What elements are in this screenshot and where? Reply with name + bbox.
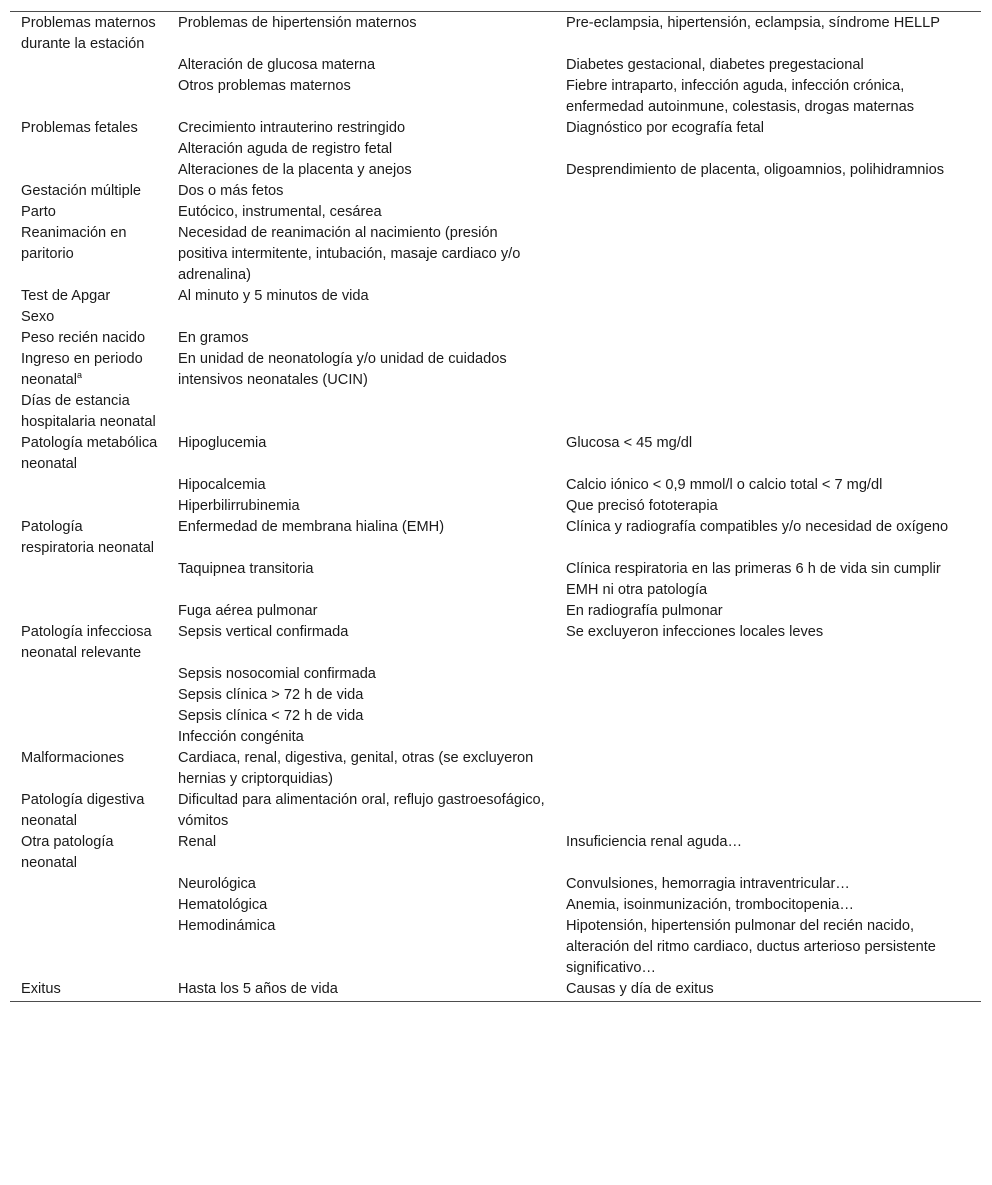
table-row — [10, 664, 981, 685]
definition-cell — [555, 118, 981, 139]
variable-cell — [167, 895, 555, 916]
category-cell — [10, 55, 167, 76]
cell-text: En unidad de neonatología y/o unidad de cuidados intensivos neonatales (UCIN) — [178, 351, 507, 388]
table-row — [10, 202, 981, 223]
cell-text: Pre-eclampsia, hipertensión, eclampsia, síndrome HELLP — [566, 15, 940, 31]
definition-cell — [555, 55, 981, 76]
variable-cell — [167, 622, 555, 664]
table-row — [10, 139, 981, 160]
table-row — [10, 601, 981, 622]
definition-cell — [555, 622, 981, 664]
variable-cell — [167, 433, 555, 475]
variable-cell — [167, 706, 555, 727]
definition-cell — [555, 706, 981, 727]
category-cell — [10, 748, 167, 790]
table-row — [10, 286, 981, 307]
table-row — [10, 223, 981, 286]
definition-cell — [555, 664, 981, 685]
cell-text: Calcio iónico < 0,9 mmol/l o calcio total < 7 mg/dl — [566, 477, 883, 493]
cell-text: Enfermedad de membrana hialina (EMH) — [178, 519, 445, 535]
definition-cell — [555, 76, 981, 118]
category-cell — [10, 517, 167, 559]
category-cell — [10, 118, 167, 139]
table-row — [10, 517, 981, 559]
variable-cell — [167, 202, 555, 223]
category-cell — [10, 727, 167, 748]
cell-text: Otros problemas maternos — [178, 78, 351, 94]
definition-cell — [555, 727, 981, 748]
definition-cell — [555, 559, 981, 601]
definition-cell — [555, 790, 981, 832]
cell-text: En gramos — [178, 330, 249, 346]
definition-cell — [555, 286, 981, 307]
table-row — [10, 160, 981, 181]
cell-text: Test de Apgar — [21, 288, 111, 304]
cell-text: Problemas de hipertensión maternos — [178, 15, 417, 31]
definition-cell — [555, 307, 981, 328]
variable-cell — [167, 328, 555, 349]
cell-text: Problemas fetales — [21, 120, 138, 136]
category-cell — [10, 286, 167, 307]
category-cell — [10, 202, 167, 223]
variable-cell — [167, 475, 555, 496]
table-row — [10, 916, 981, 979]
definition-cell — [555, 160, 981, 181]
cell-text: Cardiaca, renal, digestiva, genital, otras (se excluyeron hernias y criptorquidias) — [178, 750, 534, 787]
table-row — [10, 706, 981, 727]
cell-text: Dos o más fetos — [178, 183, 284, 199]
table-row — [10, 895, 981, 916]
definition-cell — [555, 433, 981, 475]
table-row — [10, 559, 981, 601]
cell-text: Convulsiones, hemorragia intraventricular… — [566, 876, 850, 892]
variable-cell — [167, 76, 555, 118]
category-cell — [10, 349, 167, 391]
category-cell — [10, 895, 167, 916]
variable-cell — [167, 979, 555, 1002]
table-body — [10, 12, 981, 1002]
cell-text: Causas y día de exitus — [566, 981, 714, 997]
cell-text: Sepsis clínica > 72 h de vida — [178, 687, 364, 703]
cell-text: Hasta los 5 años de vida — [178, 981, 338, 997]
category-cell — [10, 832, 167, 874]
cell-text: Parto — [21, 204, 56, 220]
category-cell — [10, 706, 167, 727]
cell-text: Crecimiento intrauterino restringido — [178, 120, 406, 136]
cell-text: Exitus — [21, 981, 61, 997]
table-row — [10, 349, 981, 391]
category-cell — [10, 685, 167, 706]
category-cell — [10, 328, 167, 349]
category-cell — [10, 979, 167, 1002]
cell-text: Desprendimiento de placenta, oligoamnios, polihidramnios — [566, 162, 945, 178]
table-row — [10, 790, 981, 832]
variable-cell — [167, 391, 555, 433]
table-row — [10, 685, 981, 706]
cell-text: Hemodinámica — [178, 918, 276, 934]
table-row — [10, 118, 981, 139]
cell-text: Anemia, isoinmunización, trombocitopenia… — [566, 897, 854, 913]
table-row — [10, 181, 981, 202]
table-row — [10, 76, 981, 118]
definition-cell — [555, 139, 981, 160]
cell-text: Neurológica — [178, 876, 256, 892]
footnote-marker: a — [77, 370, 83, 381]
definition-cell — [555, 832, 981, 874]
cell-text: Hipoglucemia — [178, 435, 267, 451]
category-cell — [10, 559, 167, 601]
cell-text: Fuga aérea pulmonar — [178, 603, 318, 619]
variable-cell — [167, 517, 555, 559]
category-cell — [10, 391, 167, 433]
cell-text: Diagnóstico por ecografía fetal — [566, 120, 764, 136]
variable-cell — [167, 685, 555, 706]
variable-cell — [167, 12, 555, 56]
cell-text: Clínica y radiografía compatibles y/o necesidad de oxígeno — [566, 519, 949, 535]
variable-cell — [167, 748, 555, 790]
table-row — [10, 391, 981, 433]
cell-text: Al minuto y 5 minutos de vida — [178, 288, 369, 304]
variable-cell — [167, 55, 555, 76]
definition-cell — [555, 223, 981, 286]
cell-text: Alteración aguda de registro fetal — [178, 141, 393, 157]
cell-text: Malformaciones — [21, 750, 125, 766]
variable-cell — [167, 349, 555, 391]
variable-cell — [167, 181, 555, 202]
variable-cell — [167, 559, 555, 601]
cell-text: Sepsis clínica < 72 h de vida — [178, 708, 364, 724]
cell-text: Insuficiencia renal aguda… — [566, 834, 743, 850]
cell-text: Diabetes gestacional, diabetes pregestacional — [566, 57, 864, 73]
table-row — [10, 832, 981, 874]
cell-text: Ingreso en periodo neonatal — [21, 351, 143, 388]
definition-cell — [555, 202, 981, 223]
definition-cell — [555, 181, 981, 202]
cell-text: Clínica respiratoria en las primeras 6 h de vida sin cumplir EMH ni otra patología — [566, 561, 941, 598]
category-cell — [10, 433, 167, 475]
cell-text: Eutócico, instrumental, cesárea — [178, 204, 382, 220]
cell-text: Hipocalcemia — [178, 477, 266, 493]
table-row — [10, 433, 981, 475]
cell-text: Patología digestiva neonatal — [21, 792, 145, 829]
cell-text: Sexo — [21, 309, 55, 325]
category-cell — [10, 307, 167, 328]
category-cell — [10, 181, 167, 202]
variable-cell — [167, 790, 555, 832]
cell-text: Sepsis vertical confirmada — [178, 624, 349, 640]
definition-cell — [555, 517, 981, 559]
definition-cell — [555, 874, 981, 895]
variable-cell — [167, 664, 555, 685]
cell-text: Hematológica — [178, 897, 268, 913]
cell-text: Reanimación en paritorio — [21, 225, 127, 262]
cell-text: Necesidad de reanimación al nacimiento (presión positiva intermitente, intubación, masaje cardiaco y/o adrenalina) — [178, 225, 521, 283]
table-row — [10, 979, 981, 1002]
cell-text: Taquipnea transitoria — [178, 561, 314, 577]
cell-text: Glucosa < 45 mg/dl — [566, 435, 693, 451]
cell-text: Alteraciones de la placenta y anejos — [178, 162, 412, 178]
cell-text: Sepsis nosocomial confirmada — [178, 666, 376, 682]
cell-text: Peso recién nacido — [21, 330, 146, 346]
variable-cell — [167, 916, 555, 979]
definition-cell — [555, 979, 981, 1002]
table-row — [10, 328, 981, 349]
variable-cell — [167, 601, 555, 622]
variable-cell — [167, 727, 555, 748]
definition-cell — [555, 748, 981, 790]
variable-cell — [167, 286, 555, 307]
definition-cell — [555, 12, 981, 56]
definition-cell — [555, 916, 981, 979]
category-cell — [10, 496, 167, 517]
cell-text: Problemas maternos durante la estación — [21, 15, 156, 52]
cell-text: Patología metabólica neonatal — [21, 435, 158, 472]
table-row — [10, 727, 981, 748]
category-cell — [10, 874, 167, 895]
category-cell — [10, 12, 167, 56]
definition-cell — [555, 601, 981, 622]
category-cell — [10, 76, 167, 118]
category-cell — [10, 622, 167, 664]
cell-text: Alteración de glucosa materna — [178, 57, 376, 73]
cell-text: Patología infecciosa neonatal relevante — [21, 624, 152, 661]
definition-cell — [555, 685, 981, 706]
variable-cell — [167, 139, 555, 160]
cell-text: Hiperbilirrubinemia — [178, 498, 300, 514]
variable-cell — [167, 223, 555, 286]
table-row — [10, 622, 981, 664]
cell-text: Se excluyeron infecciones locales leves — [566, 624, 824, 640]
variable-cell — [167, 160, 555, 181]
category-cell — [10, 160, 167, 181]
cell-text: Gestación múltiple — [21, 183, 142, 199]
definition-cell — [555, 328, 981, 349]
variable-cell — [167, 874, 555, 895]
definition-cell — [555, 391, 981, 433]
cell-text: En radiografía pulmonar — [566, 603, 723, 619]
cell-text: Infección congénita — [178, 729, 304, 745]
variable-cell — [167, 118, 555, 139]
category-cell — [10, 790, 167, 832]
definition-cell — [555, 895, 981, 916]
category-cell — [10, 601, 167, 622]
variables-table — [10, 11, 981, 1002]
table-row — [10, 874, 981, 895]
cell-text: Patología respiratoria neonatal — [21, 519, 155, 556]
definition-cell — [555, 496, 981, 517]
table-row — [10, 55, 981, 76]
category-cell — [10, 223, 167, 286]
category-cell — [10, 664, 167, 685]
definition-cell — [555, 349, 981, 391]
cell-text: Renal — [178, 834, 217, 850]
category-cell — [10, 475, 167, 496]
table-row — [10, 748, 981, 790]
category-cell — [10, 916, 167, 979]
table-row — [10, 496, 981, 517]
cell-text: Que precisó fototerapia — [566, 498, 718, 514]
variable-cell — [167, 496, 555, 517]
category-cell — [10, 139, 167, 160]
variable-cell — [167, 832, 555, 874]
cell-text: Fiebre intraparto, infección aguda, infección crónica, enfermedad autoinmune, colestasis, drogas maternas — [566, 78, 915, 115]
cell-text: Días de estancia hospitalaria neonatal — [21, 393, 156, 430]
cell-text: Dificultad para alimentación oral, reflujo gastroesofágico, vómitos — [178, 792, 545, 829]
table-row — [10, 12, 981, 56]
definition-cell — [555, 475, 981, 496]
table-row — [10, 307, 981, 328]
cell-text: Hipotensión, hipertensión pulmonar del recién nacido, alteración del ritmo cardiaco, ductus arterioso persistente significativo… — [566, 918, 936, 976]
variable-cell — [167, 307, 555, 328]
table-row — [10, 475, 981, 496]
cell-text: Otra patología neonatal — [21, 834, 114, 871]
